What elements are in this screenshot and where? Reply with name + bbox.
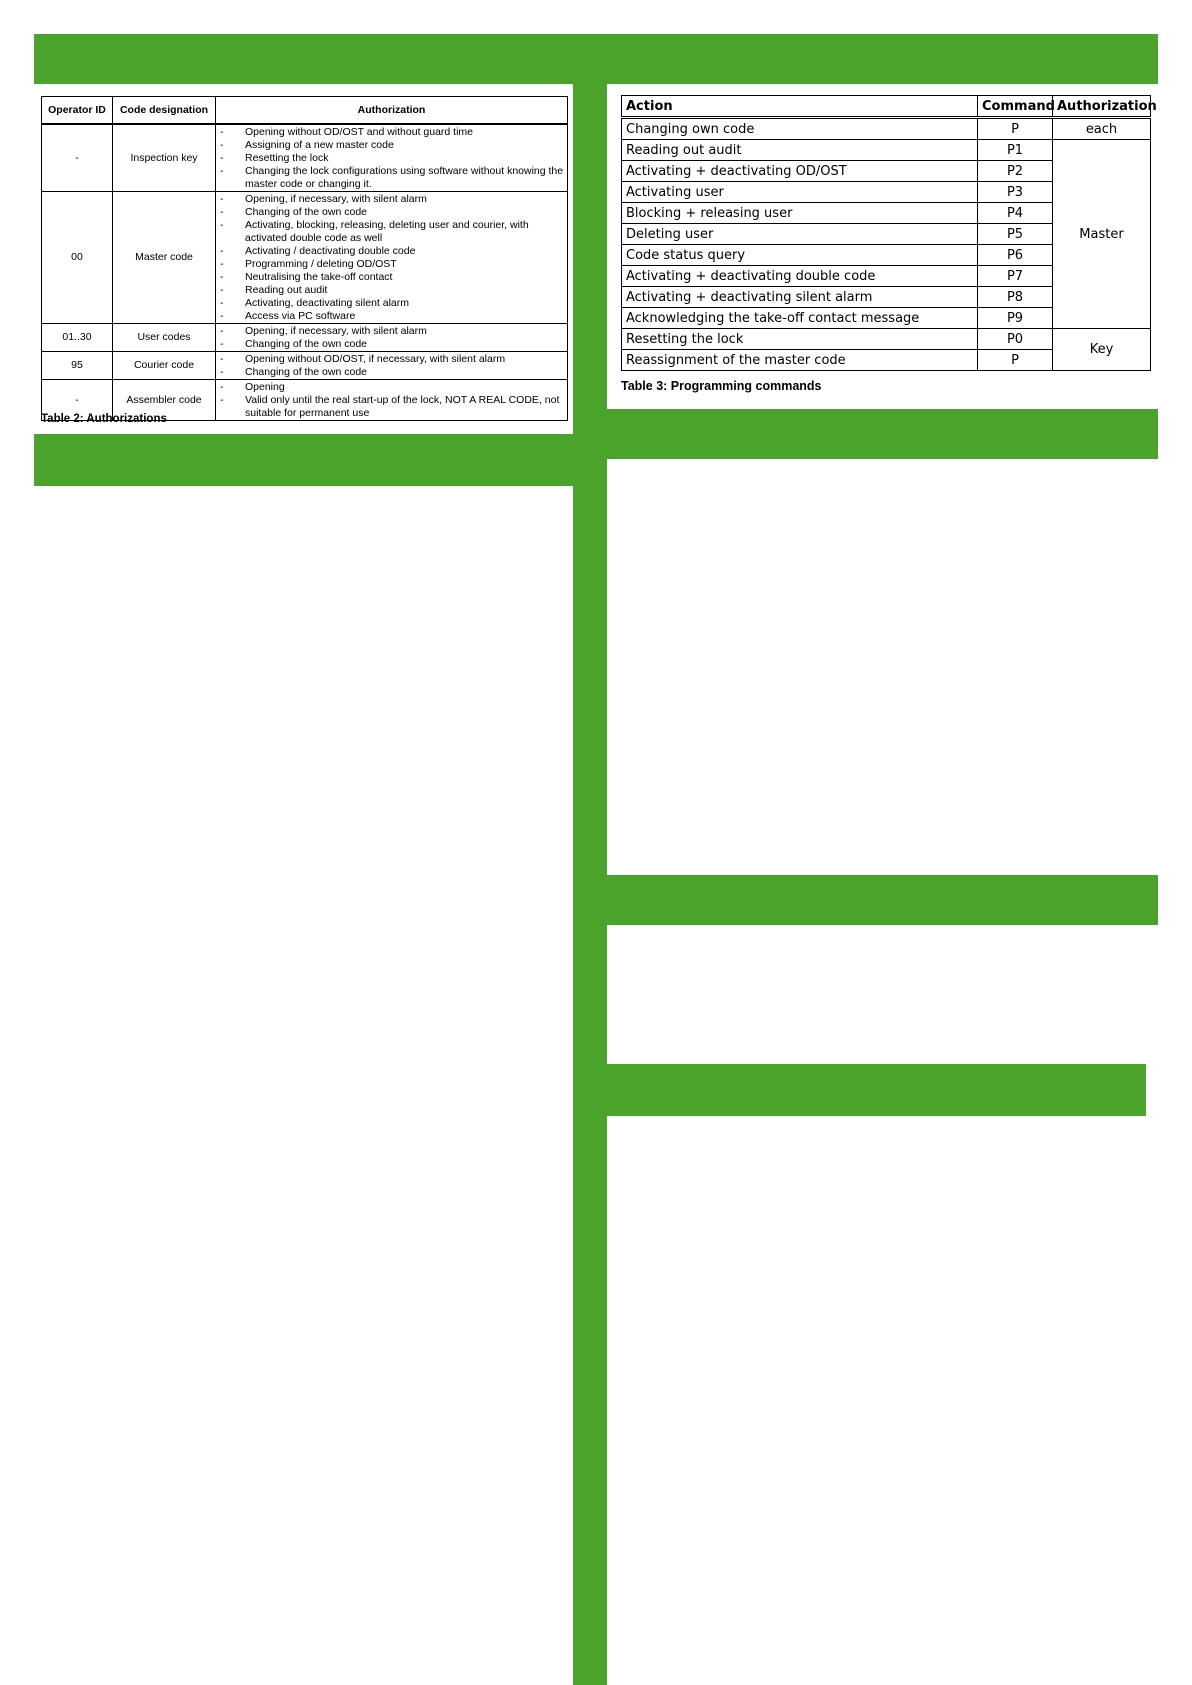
header-command: Command	[978, 96, 1053, 118]
authorization-item	[220, 245, 564, 258]
code-designation-cell: User codes	[113, 324, 216, 352]
authorization-item-text: Access via PC software	[245, 310, 356, 322]
authorization-item	[220, 206, 564, 219]
bullet-dash: -	[220, 126, 224, 138]
table2-caption: Table 2: Authorizations	[41, 413, 167, 425]
programming-header-row	[622, 96, 1151, 118]
bullet-dash: -	[220, 297, 224, 309]
authorization-item	[220, 258, 564, 271]
programming-commands-table	[621, 95, 1157, 371]
header-authorization: Authorization	[216, 97, 568, 125]
action-cell: Activating + deactivating silent alarm	[622, 287, 978, 308]
table-row	[42, 124, 568, 192]
authorization-item	[220, 165, 564, 191]
operator-id-cell: -	[42, 124, 113, 192]
authorization-item	[220, 310, 564, 323]
authorization-item-text: Opening, if necessary, with silent alarm	[245, 325, 427, 337]
bullet-dash: -	[220, 310, 224, 322]
authorization-cell	[216, 124, 568, 192]
authorization-item	[220, 152, 564, 165]
left-section-band	[34, 434, 573, 486]
right-section-band-1	[607, 409, 1158, 459]
header-operator-id: Operator ID	[42, 97, 113, 125]
authorization-cell	[216, 380, 568, 421]
command-cell: P6	[978, 245, 1053, 266]
bullet-dash: -	[220, 381, 224, 393]
table-row	[42, 192, 568, 324]
authorization-cell	[216, 324, 568, 352]
command-cell: P0	[978, 329, 1053, 350]
command-cell: P4	[978, 203, 1053, 224]
authorization-item-text: Resetting the lock	[245, 152, 329, 164]
bullet-dash: -	[220, 219, 224, 231]
table3-caption: Table 3: Programming commands	[621, 379, 822, 393]
bullet-dash: -	[220, 366, 224, 378]
action-cell: Code status query	[622, 245, 978, 266]
authorization-item-text: Opening without OD/OST, if necessary, with silent alarm	[245, 353, 506, 365]
authorization-item	[220, 353, 564, 366]
authorization-item-text: Changing of the own code	[245, 338, 368, 350]
authorization-item-text: Assigning of a new master code	[245, 139, 394, 151]
bullet-dash: -	[220, 338, 224, 350]
bullet-dash: -	[220, 165, 224, 177]
header-code-designation: Code designation	[113, 97, 216, 125]
authorization-master-cell: Master	[1053, 140, 1151, 329]
authorization-item	[220, 126, 564, 139]
authorization-item	[220, 297, 564, 310]
action-cell: Activating + deactivating OD/OST	[622, 161, 978, 182]
command-cell: P9	[978, 308, 1053, 329]
code-designation-cell: Master code	[113, 192, 216, 324]
header-authorization: Authorization	[1053, 96, 1151, 118]
authorization-item-text: Activating, blocking, releasing, deleting user and courier, with activated double code as well	[245, 219, 529, 244]
command-cell: P2	[978, 161, 1053, 182]
code-designation-cell: Inspection key	[113, 124, 216, 192]
authorization-item-text: Changing of the own code	[245, 206, 368, 218]
bullet-dash: -	[220, 206, 224, 218]
authorization-item	[220, 394, 564, 420]
code-designation-cell: Assembler code	[113, 380, 216, 421]
operator-id-cell: -	[42, 380, 113, 421]
authorization-item-text: Changing the lock configurations using software without knowing the master code or changing it.	[245, 165, 564, 190]
action-cell: Resetting the lock	[622, 329, 978, 350]
authorization-item	[220, 338, 564, 351]
table-row	[622, 329, 1151, 350]
authorization-item	[220, 193, 564, 206]
authorization-item-text: Reading out audit	[245, 284, 328, 296]
command-cell: P	[978, 350, 1053, 371]
authorization-item-text: Activating / deactivating double code	[245, 245, 416, 257]
authorization-item-text: Opening without OD/OST and without guard time	[245, 126, 474, 138]
action-cell: Blocking + releasing user	[622, 203, 978, 224]
authorization-item	[220, 139, 564, 152]
authorization-item	[220, 271, 564, 284]
command-cell: P1	[978, 140, 1053, 161]
command-cell: P8	[978, 287, 1053, 308]
table-row	[622, 118, 1151, 140]
bullet-dash: -	[220, 258, 224, 270]
right-section-band-3	[607, 1064, 1146, 1116]
operator-id-cell: 01..30	[42, 324, 113, 352]
action-cell: Activating user	[622, 182, 978, 203]
bullet-dash: -	[220, 271, 224, 283]
operator-id-cell: 95	[42, 352, 113, 380]
action-cell: Activating + deactivating double code	[622, 266, 978, 287]
authorization-item-text: Opening, if necessary, with silent alarm	[245, 193, 427, 205]
authorization-item-text: Valid only until the real start-up of the lock, NOT A REAL CODE, not suitable for permanent use	[245, 394, 560, 419]
authorization-item-text: Neutralising the take-off contact	[245, 271, 393, 283]
action-cell: Acknowledging the take-off contact message	[622, 308, 978, 329]
table-row	[42, 352, 568, 380]
authorization-item-text: Opening	[245, 381, 285, 393]
authorization-item-text: Changing of the own code	[245, 366, 368, 378]
action-cell: Reading out audit	[622, 140, 978, 161]
action-cell: Changing own code	[622, 118, 978, 140]
bullet-dash: -	[220, 394, 224, 406]
authorization-each-cell: each	[1053, 118, 1151, 140]
code-designation-cell: Courier code	[113, 352, 216, 380]
authorization-item-text: Programming / deleting OD/OST	[245, 258, 397, 270]
operator-id-cell: 00	[42, 192, 113, 324]
command-cell: P	[978, 118, 1053, 140]
authorization-item	[220, 366, 564, 379]
right-section-band-2	[607, 875, 1158, 925]
center-divider-bar	[573, 84, 607, 1685]
authorization-item	[220, 284, 564, 297]
authorizations-table	[41, 96, 568, 421]
authorizations-header-row	[42, 97, 568, 125]
bullet-dash: -	[220, 353, 224, 365]
bullet-dash: -	[220, 284, 224, 296]
authorization-item	[220, 381, 564, 394]
authorization-cell	[216, 192, 568, 324]
bullet-dash: -	[220, 193, 224, 205]
table-row	[622, 140, 1151, 161]
authorization-item-text: Activating, deactivating silent alarm	[245, 297, 409, 309]
authorization-cell	[216, 352, 568, 380]
command-cell: P7	[978, 266, 1053, 287]
top-header-band	[34, 34, 1158, 84]
authorization-key-cell: Key	[1053, 329, 1151, 371]
command-cell: P5	[978, 224, 1053, 245]
bullet-dash: -	[220, 139, 224, 151]
header-action: Action	[622, 96, 978, 118]
table-row	[42, 324, 568, 352]
bullet-dash: -	[220, 152, 224, 164]
bullet-dash: -	[220, 325, 224, 337]
bullet-dash: -	[220, 245, 224, 257]
action-cell: Deleting user	[622, 224, 978, 245]
command-cell: P3	[978, 182, 1053, 203]
authorization-item	[220, 219, 564, 245]
authorization-item	[220, 325, 564, 338]
action-cell: Reassignment of the master code	[622, 350, 978, 371]
